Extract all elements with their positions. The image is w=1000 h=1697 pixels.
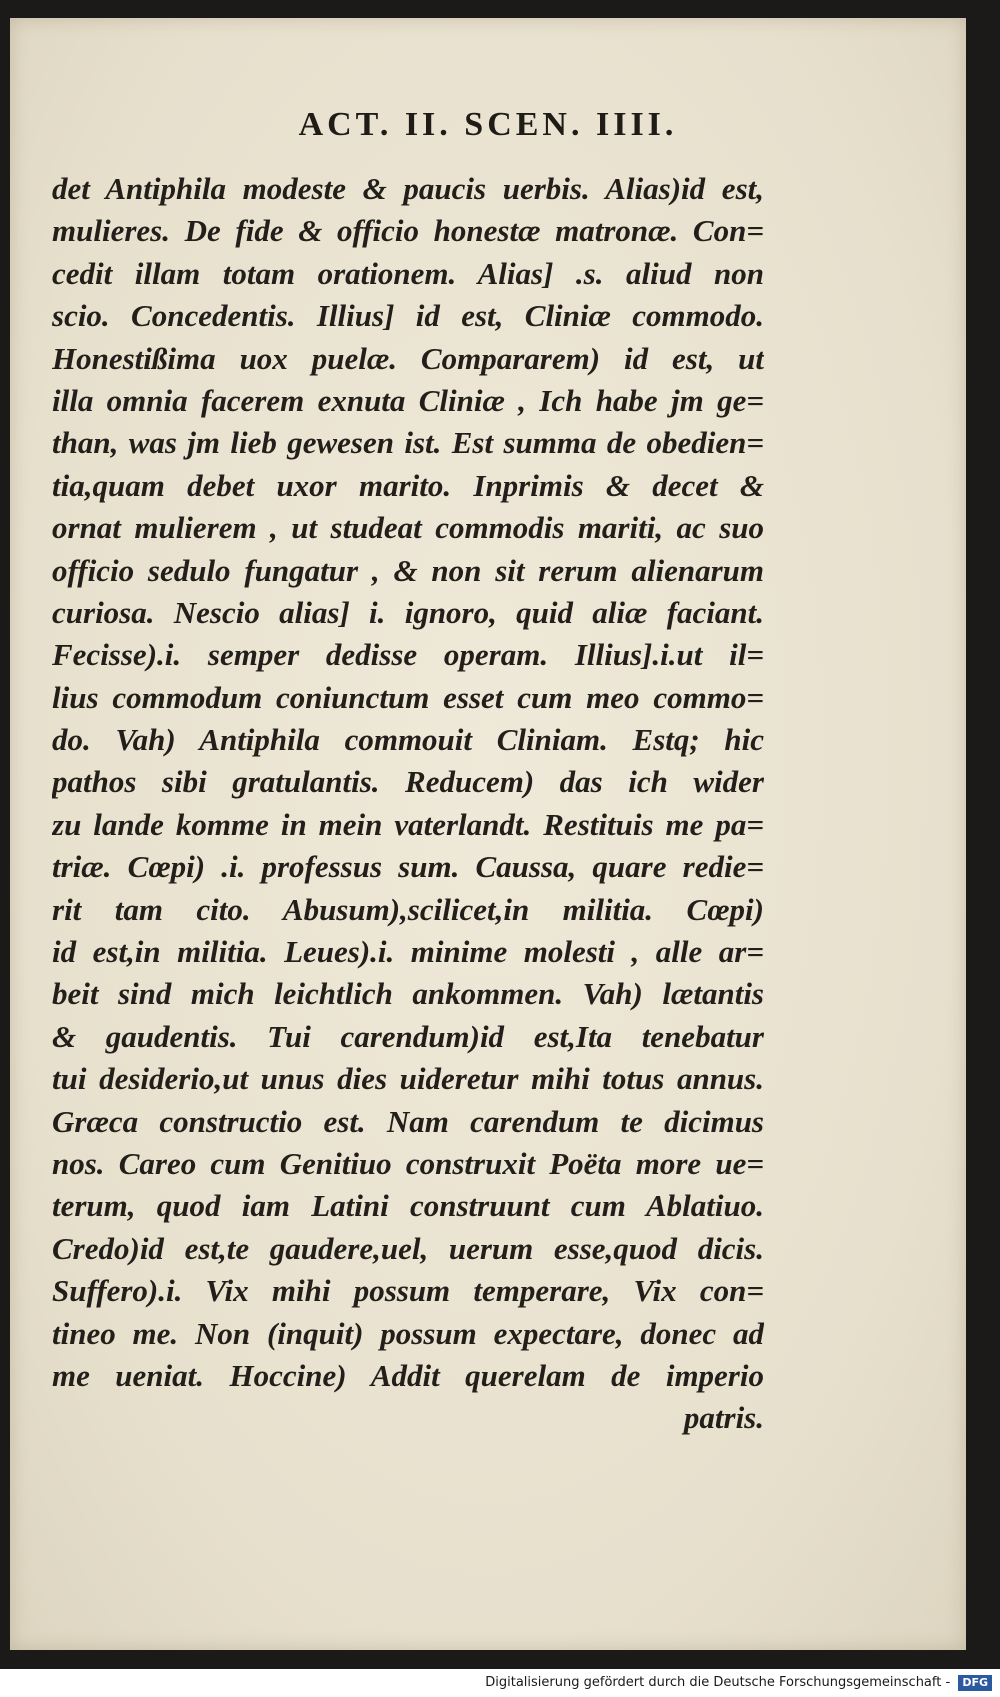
text-line: illa omnia facerem exnuta Cliniæ , Ich habe jm ge= — [52, 382, 764, 418]
text-line: rit tam cito. Abusum),scilicet,in militia. Cœpi) — [52, 891, 764, 927]
text-line: tia,quam debet uxor marito. Inprimis & decet & — [52, 467, 764, 503]
book-page — [10, 18, 966, 1650]
text-line: pathos sibi gratulantis. Reducem) das ich wider — [52, 764, 764, 800]
text-line: scio. Concedentis. Illius] id est, Cliniæ commodo. — [52, 298, 764, 334]
text-line: ornat mulierem , ut studeat commodis mariti, ac suo — [52, 510, 764, 546]
text-line: zu lande komme in mein vaterlandt. Restituis me pa= — [52, 806, 764, 842]
text-line: cedit illam totam orationem. Alias] .s. aliud non — [52, 255, 764, 291]
text-line: det Antiphila modeste & paucis uerbis. Alias)id est, — [52, 171, 764, 206]
text-line: curiosa. Nescio alias] i. ignoro, quid aliæ faciant. — [52, 594, 764, 630]
text-line: do. Vah) Antiphila commouit Cliniam. Estq; hic — [52, 722, 764, 758]
credit-text: Digitalisierung gefördert durch die Deutsche Forschungsgemeinschaft - — [485, 1675, 951, 1690]
text-line: Honestißima uox puelæ. Compararem) id est, ut — [52, 340, 764, 376]
text-line: mulieres. De fide & officio honestæ matronæ. Con= — [52, 213, 764, 249]
text-line: nos. Careo cum Genitiuo construxit Poëta more ue= — [52, 1145, 764, 1181]
catchword: patris. — [683, 1400, 764, 1436]
page-body — [52, 168, 764, 1440]
text-line: Græca constructio est. Nam carendum te dicimus — [52, 1103, 764, 1139]
text-line: officio sedulo fungatur , & non sit rerum alienarum — [52, 552, 764, 588]
text-line: terum, quod iam Latini construunt cum Ablatiuo. — [52, 1188, 764, 1224]
text-line: tineo me. Non (inquit) possum expectare, donec ad — [52, 1315, 764, 1351]
text-line: triæ. Cœpi) .i. professus sum. Caussa, quare redie= — [52, 849, 764, 885]
text-line: me ueniat. Hoccine) Addit querelam de imperio — [52, 1357, 764, 1393]
dfg-logo: DFG — [958, 1675, 992, 1691]
text-line: & gaudentis. Tui carendum)id est,Ita tenebatur — [52, 1018, 764, 1054]
text-line: tui desiderio,ut unus dies uideretur mihi totus annus. — [52, 1061, 764, 1097]
text-line: Fecisse).i. semper dedisse operam. Illius].i.ut il= — [52, 637, 764, 673]
text-line: than, was jm lieb gewesen ist. Est summa de obedien= — [52, 425, 764, 461]
text-line: lius commodum coniunctum esset cum meo commo= — [52, 679, 764, 715]
text-line: Suffero).i. Vix mihi possum temperare, Vix con= — [52, 1273, 764, 1309]
text-line: id est,in militia. Leues).i. minime molesti , alle ar= — [52, 934, 764, 970]
text-line: Credo)id est,te gaudere,uel, uerum esse,quod dicis. — [52, 1230, 764, 1266]
text-line: beit sind mich leichtlich ankommen. Vah) lætantis — [52, 976, 764, 1012]
digitization-credit — [0, 1669, 1000, 1697]
running-header: ACT. II. SCEN. IIII. — [298, 106, 678, 143]
